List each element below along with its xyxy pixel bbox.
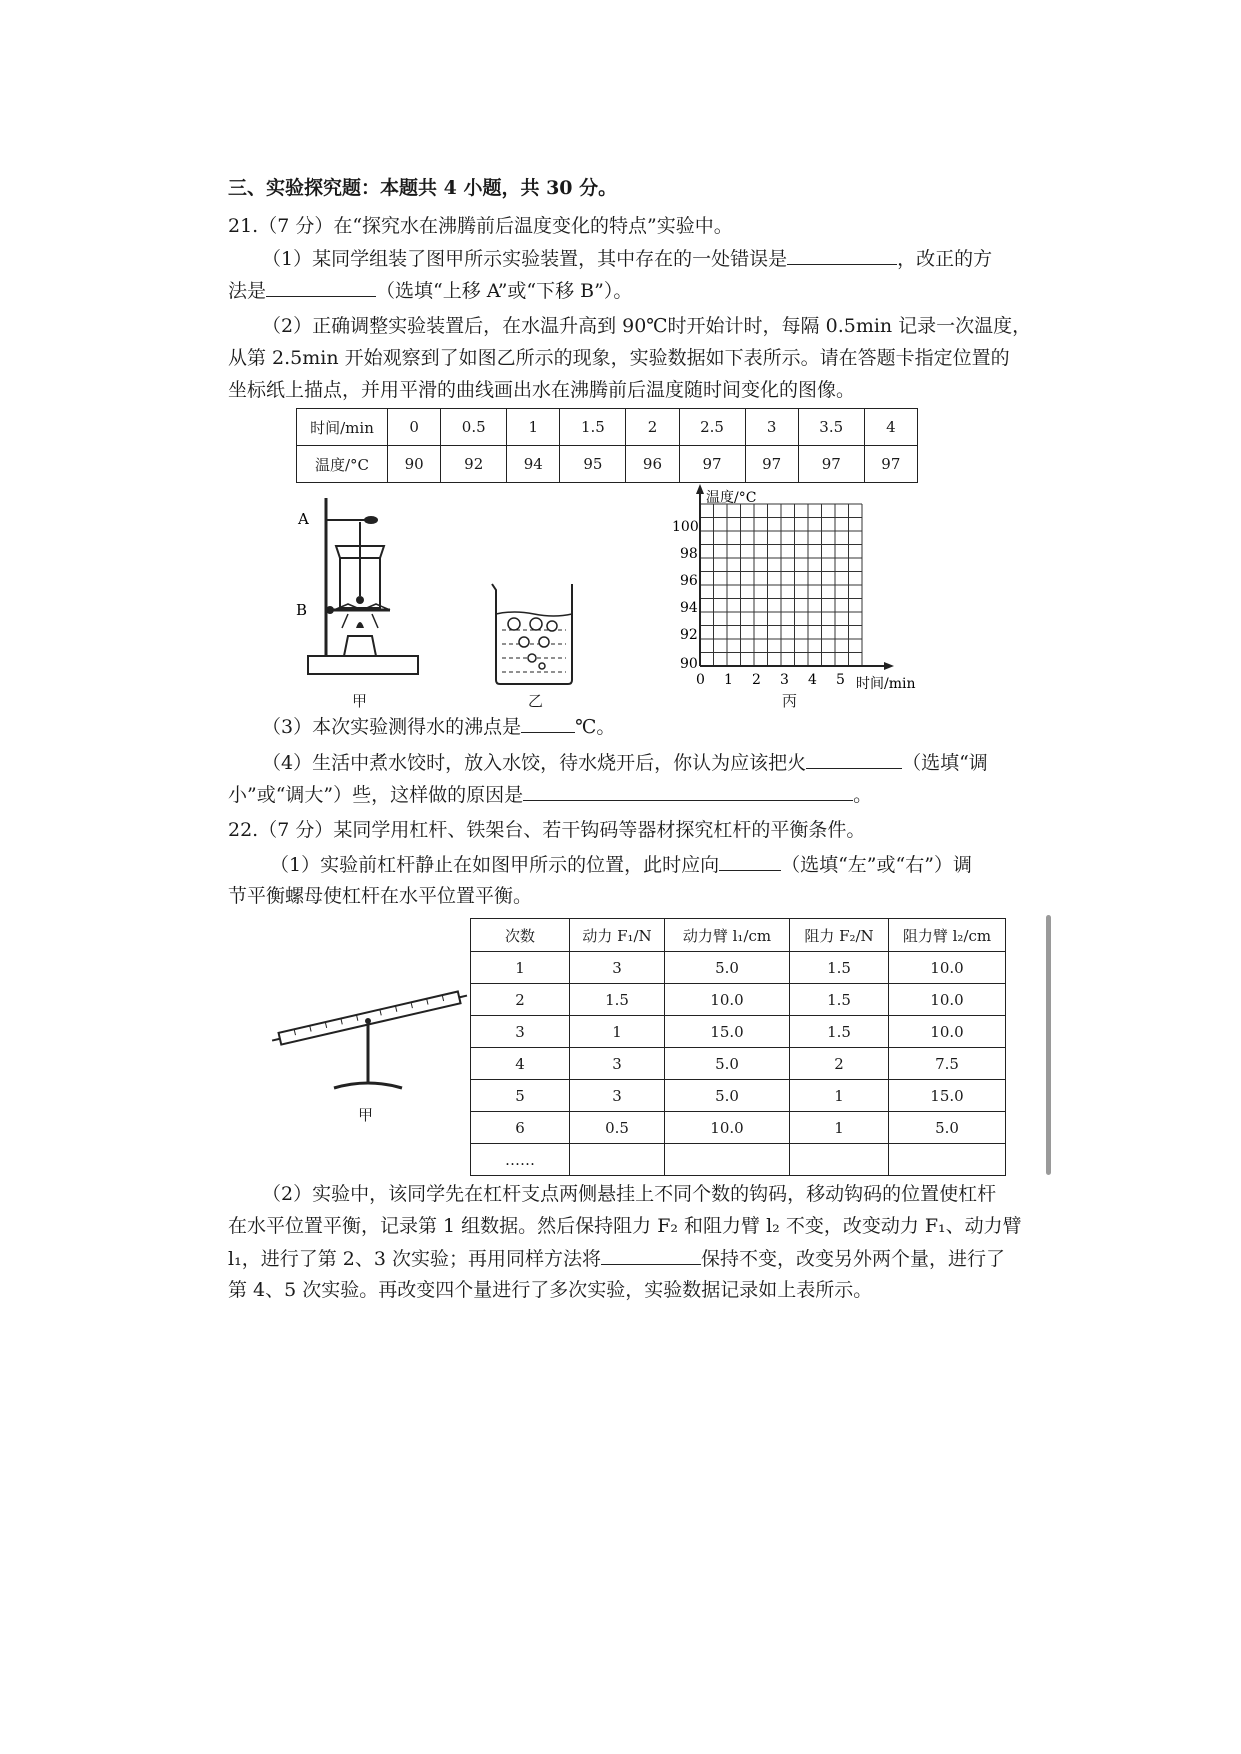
label-a: A <box>298 510 309 528</box>
alcohol-lamp <box>344 636 376 656</box>
table-cell: 2 <box>471 984 570 1016</box>
table-cell: 2 <box>790 1048 889 1080</box>
q22-part1-text-a: （1）实验前杠杆静止在如图甲所示的位置，此时应向 <box>270 854 720 876</box>
stand-base <box>334 1083 402 1088</box>
table-cell <box>889 1144 1006 1176</box>
q21-figure-jia-apparatus <box>296 488 436 688</box>
q21-figure-yi-beaker <box>484 580 584 688</box>
y-tick-label: 98 <box>680 546 698 562</box>
q21-temp-cell: 97 <box>745 446 798 483</box>
q22-part2-text-a: l₁，进行了第 2、3 次实验；再用同样方法将 <box>228 1248 601 1270</box>
q21-part1-text-b: ，改正的方 <box>897 248 993 270</box>
y-tick-label: 100 <box>672 519 699 535</box>
q21-part2-line2: 从第 2.5min 开始观察到了如图乙所示的现象，实验数据如下表所示。请在答题卡指定位置的 <box>228 347 1010 369</box>
table-cell: 10.0 <box>665 984 790 1016</box>
table-cell: 3 <box>570 1048 665 1080</box>
table-cell: 5.0 <box>665 1048 790 1080</box>
water-surface <box>496 612 572 616</box>
table-cell: …… <box>471 1144 570 1176</box>
balance-nut <box>459 996 467 998</box>
x-tick-label: 4 <box>808 672 817 688</box>
q22-header-cell: 动力 F₁/N <box>570 919 665 952</box>
table-row <box>471 1016 1006 1048</box>
y-tick-label: 94 <box>680 600 698 616</box>
table-row <box>471 1112 1006 1144</box>
table-cell: 7.5 <box>889 1048 1006 1080</box>
q21-part2-line1: （2）正确调整实验装置后，在水温升高到 90℃时开始计时，每隔 0.5min 记录一次温度， <box>262 315 1032 337</box>
q21-temp-cell: 97 <box>798 446 864 483</box>
q21-blank-boiling-point <box>521 714 575 733</box>
q22-part1-line1 <box>270 852 972 877</box>
q21-part3-text-b: ℃。 <box>575 716 616 738</box>
q21-part3-text-a: （3）本次实验测得水的沸点是 <box>262 716 522 738</box>
beaker-outline <box>492 584 572 684</box>
q21-table-temp-row <box>297 446 918 483</box>
q22-header-cell: 阻力臂 l₂/cm <box>889 919 1006 952</box>
table-cell: 1.5 <box>790 1016 889 1048</box>
bubble <box>519 637 529 647</box>
x-tick-label: 0 <box>696 672 705 688</box>
flame <box>356 622 364 628</box>
q21-time-cell: 3.5 <box>798 409 864 446</box>
table-cell: 1.5 <box>790 984 889 1016</box>
table-cell: 1 <box>790 1112 889 1144</box>
x-tick-label: 2 <box>752 672 761 688</box>
x-tick-label: 5 <box>836 672 845 688</box>
table-cell: 3 <box>471 1016 570 1048</box>
q21-figure-bing-grid <box>660 484 940 694</box>
q21-time-cell: 3 <box>745 409 798 446</box>
q21-temp-cell: 94 <box>507 446 560 483</box>
q22-part2-line3 <box>228 1246 1005 1271</box>
q22-blank-direction <box>719 852 781 871</box>
bubble <box>508 618 520 630</box>
q21-part1-line2 <box>228 278 632 303</box>
q21-part2-line3: 坐标纸上描点，并用平滑的曲线画出水在沸腾前后温度随时间变化的图像。 <box>228 379 856 401</box>
clamp-b <box>326 606 334 614</box>
q22-header-cell: 次数 <box>471 919 570 952</box>
table-cell <box>665 1144 790 1176</box>
table-cell: 15.0 <box>889 1080 1006 1112</box>
table-cell <box>790 1144 889 1176</box>
table-row <box>471 1144 1006 1176</box>
q21-part1-text-a: （1）某同学组装了图甲所示实验装置，其中存在的一处错误是 <box>262 248 788 270</box>
q21-temp-cell: 97 <box>864 446 917 483</box>
lever-ruler <box>271 990 469 1047</box>
q21-data-table <box>296 408 918 483</box>
table-row <box>471 1080 1006 1112</box>
tripod-leg <box>342 614 348 628</box>
q21-time-cell: 1.5 <box>560 409 626 446</box>
q22-part2-line4: 第 4、5 次实验。再改变四个量进行了多次实验，实验数据记录如上表所示。 <box>228 1279 873 1301</box>
y-tick-label: 96 <box>680 573 698 589</box>
q21-title: 21.（7 分）在“探究水在沸腾前后温度变化的特点”实验中。 <box>228 215 733 237</box>
q21-part4-line2 <box>228 782 872 807</box>
q21-part1-text-c: 法是 <box>228 280 267 302</box>
q21-part4-text-b: （选填“调 <box>902 752 988 774</box>
table-cell: 1.5 <box>570 984 665 1016</box>
q21-table-time-label: 时间/min <box>297 409 388 446</box>
q21-part4-line1 <box>262 750 988 775</box>
q22-blank-fixed-quantities <box>601 1246 701 1265</box>
q21-time-cell: 0.5 <box>441 409 507 446</box>
q22-part2-text-b: 保持不变，改变另外两个量，进行了 <box>700 1248 1005 1270</box>
clamp-a <box>364 516 378 524</box>
grid-xlabel: 时间/min <box>856 676 916 692</box>
q22-table-header-row <box>471 919 1006 952</box>
stand-base <box>308 656 418 674</box>
q22-part2-line1: （2）实验中，该同学先在杠杆支点两侧悬挂上不同个数的钩码，移动钩码的位置使杠杆 <box>262 1183 997 1205</box>
q21-blank-fire <box>806 750 902 769</box>
table-cell: 5.0 <box>665 952 790 984</box>
bubble <box>547 621 557 631</box>
q21-caption-bing: 丙 <box>782 692 798 710</box>
q22-part1-text-b: （选填“左”或“右”）调 <box>781 854 972 876</box>
x-tick-label: 3 <box>780 672 789 688</box>
q21-part1-text-d: （选填“上移 A”或“下移 B”）。 <box>376 280 633 302</box>
q22-part1-line2: 节平衡螺母使杠杆在水平位置平衡。 <box>228 885 533 907</box>
table-cell: 10.0 <box>889 1016 1006 1048</box>
ruler-body <box>279 992 461 1045</box>
q22-caption-jia: 甲 <box>358 1106 374 1124</box>
pivot <box>365 1018 371 1024</box>
x-tick-label: 1 <box>724 672 733 688</box>
table-cell: 3 <box>570 1080 665 1112</box>
q21-temp-cell: 96 <box>626 446 679 483</box>
q21-time-cell: 4 <box>864 409 917 446</box>
bubble <box>528 654 536 662</box>
section-title: 三、实验探究题：本题共 4 小题，共 30 分。 <box>228 177 618 199</box>
balance-nut <box>272 1039 280 1041</box>
table-cell: 10.0 <box>889 952 1006 984</box>
grid-lines <box>700 504 862 666</box>
q21-part1-line1 <box>262 246 992 271</box>
y-tick-label: 92 <box>680 627 698 643</box>
q21-time-cell: 0 <box>388 409 441 446</box>
table-cell: 1 <box>570 1016 665 1048</box>
q21-caption-jia: 甲 <box>352 692 368 710</box>
table-cell: 15.0 <box>665 1016 790 1048</box>
thermometer-bulb <box>356 596 364 604</box>
table-cell: 5.0 <box>665 1080 790 1112</box>
q22-part2-line2: 在水平位置平衡，记录第 1 组数据。然后保持阻力 F₂ 和阻力臂 l₂ 不变，改变动力 F₁、动力臂 <box>228 1215 1022 1237</box>
scrollbar[interactable] <box>1046 915 1051 1175</box>
q21-temp-cell: 97 <box>679 446 745 483</box>
table-cell: 6 <box>471 1112 570 1144</box>
x-axis-arrow <box>884 662 894 670</box>
bubble <box>539 663 545 669</box>
table-row <box>471 952 1006 984</box>
q21-part4-text-c: 小”或“调大”）些，这样做的原因是 <box>228 784 524 806</box>
bubble <box>539 637 549 647</box>
q21-part4-text-d: 。 <box>853 784 873 806</box>
y-tick-label: 90 <box>680 656 698 672</box>
q21-blank-reason <box>523 782 853 801</box>
label-b: B <box>296 601 308 619</box>
table-cell: 5 <box>471 1080 570 1112</box>
table-cell: 3 <box>570 952 665 984</box>
table-cell: 1 <box>790 1080 889 1112</box>
q21-time-cell: 2.5 <box>679 409 745 446</box>
table-cell: 5.0 <box>889 1112 1006 1144</box>
y-axis-arrow <box>696 484 704 494</box>
q21-time-cell: 2 <box>626 409 679 446</box>
table-row <box>471 984 1006 1016</box>
table-cell: 10.0 <box>665 1112 790 1144</box>
q22-data-table <box>470 918 1006 1176</box>
q21-part4-text-a: （4）生活中煮水饺时，放入水饺，待水烧开后，你认为应该把火 <box>262 752 807 774</box>
q21-blank-error <box>787 246 897 265</box>
table-cell <box>570 1144 665 1176</box>
q21-table-temp-label: 温度/°C <box>297 446 388 483</box>
table-cell: 1.5 <box>790 952 889 984</box>
q21-temp-cell: 95 <box>560 446 626 483</box>
q22-title: 22.（7 分）某同学用杠杆、铁架台、若干钩码等器材探究杠杆的平衡条件。 <box>228 819 866 841</box>
q22-header-cell: 阻力 F₂/N <box>790 919 889 952</box>
tripod-leg <box>372 614 378 628</box>
q21-temp-cell: 92 <box>441 446 507 483</box>
q22-figure-lever <box>270 960 470 1100</box>
q21-part3 <box>262 714 615 739</box>
table-cell: 4 <box>471 1048 570 1080</box>
grid-ylabel: 温度/°C <box>706 490 757 506</box>
q21-temp-cell: 90 <box>388 446 441 483</box>
q21-caption-yi: 乙 <box>528 692 544 710</box>
table-row <box>471 1048 1006 1080</box>
q22-header-cell: 动力臂 l₁/cm <box>665 919 790 952</box>
table-cell: 1 <box>471 952 570 984</box>
q21-time-cell: 1 <box>507 409 560 446</box>
q21-table-time-row <box>297 409 918 446</box>
table-cell: 0.5 <box>570 1112 665 1144</box>
bubble <box>530 618 542 630</box>
table-cell: 10.0 <box>889 984 1006 1016</box>
q21-blank-fix <box>266 278 376 297</box>
